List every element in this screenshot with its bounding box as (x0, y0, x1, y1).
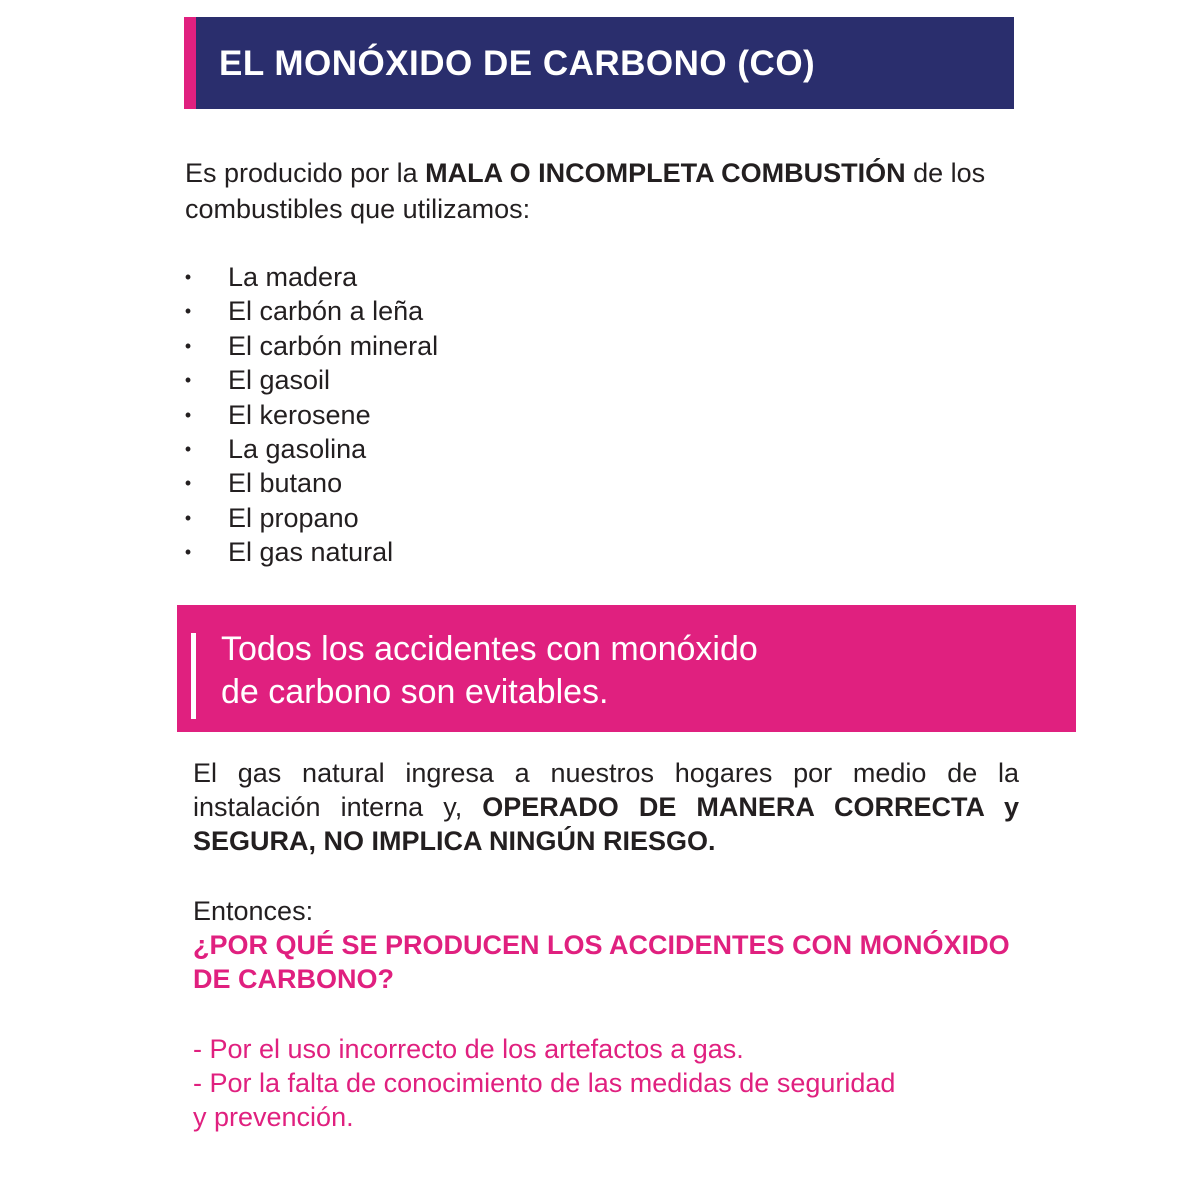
fuel-label: El carbón mineral (228, 330, 439, 361)
bullet-icon: • (184, 507, 192, 528)
bullet-icon: • (184, 301, 192, 322)
bullet-icon: • (184, 473, 192, 494)
list-item (183, 501, 438, 535)
list-item (183, 294, 438, 328)
question-heading: ¿POR QUÉ SE PRODUCEN LOS ACCIDENTES CON MONÓXIDO DE CARBONO? (193, 930, 1010, 994)
gas-emphasis: OPERADO DE MANERA CORRECTA y SEGURA, NO IMPLICA NINGÚN RIESGO. (193, 792, 1019, 856)
fuel-label: La madera (228, 262, 358, 292)
fuel-label: El gas natural (228, 537, 394, 568)
bullet-icon: • (184, 404, 192, 425)
reason-item: - Por la falta de conocimiento de las medidas de seguridad (193, 1068, 896, 1098)
intro-text-line2: combustibles que utilizamos: (185, 194, 531, 224)
bullet-icon: • (184, 267, 192, 287)
list-item (183, 329, 438, 363)
fuel-label: El butano (228, 468, 343, 499)
fuel-label: El kerosene (228, 399, 371, 430)
page-title: EL MONÓXIDO DE CARBONO (CO) (219, 44, 816, 83)
callout-text (221, 628, 758, 714)
header-accent-stripe (184, 17, 196, 109)
callout-box (177, 605, 1076, 732)
bullet-icon: • (184, 542, 192, 563)
list-item (183, 363, 438, 397)
fuel-label: El carbón a leña (228, 296, 424, 327)
fuel-label: El gasoil (228, 365, 331, 396)
list-item (183, 466, 438, 500)
gas-text: El gas natural ingresa a nuestros hogares por medio de la instalación interna y, (193, 758, 1019, 822)
bullet-icon: • (184, 438, 192, 459)
intro-text-start: Es producido por la (185, 158, 426, 188)
gas-paragraph (193, 756, 1019, 858)
fuel-label: El propano (228, 502, 359, 533)
intro-text-end: de los (905, 158, 986, 188)
entonces-label: Entonces: (193, 896, 314, 926)
reason-item: y prevención. (193, 1102, 354, 1132)
callout-line-2: de carbono son evitables. (221, 673, 609, 711)
callout-line-1: Todos los accidentes con monóxido (221, 630, 758, 668)
fuel-list (183, 260, 438, 570)
list-item (183, 535, 438, 569)
list-item (183, 260, 438, 294)
intro-emphasis: MALA O INCOMPLETA COMBUSTIÓN (425, 158, 906, 188)
fuel-label: La gasolina (228, 433, 367, 464)
bullet-icon: • (184, 335, 192, 356)
callout-bar (191, 633, 196, 719)
bullet-icon: • (184, 370, 192, 391)
list-item (183, 432, 438, 466)
list-item (183, 398, 438, 432)
header-banner (184, 17, 1014, 109)
reasons-list (193, 1032, 1033, 1134)
intro-paragraph (185, 155, 1025, 227)
reason-item: - Por el uso incorrecto de los artefactos a gas. (193, 1034, 744, 1064)
